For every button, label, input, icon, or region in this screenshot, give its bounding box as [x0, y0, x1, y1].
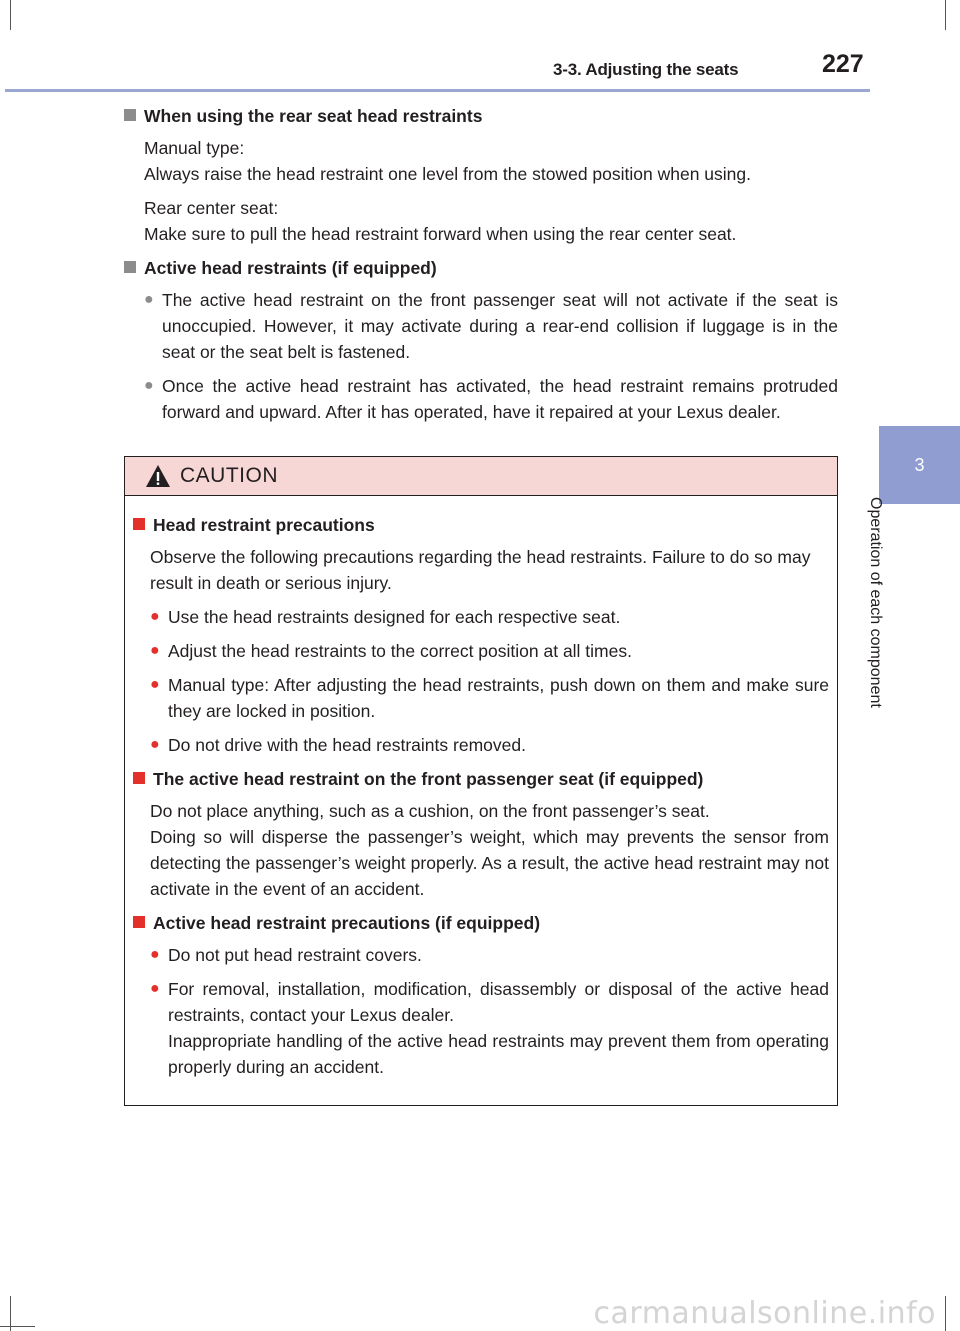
paragraph-line: Make sure to pull the head restraint forward when using the rear center seat. [144, 224, 737, 244]
list-item-text: Do not put head restraint covers. [168, 945, 422, 965]
list-item [150, 638, 829, 664]
header-rule [5, 89, 870, 92]
heading-text: Active head restraint precautions (if equipped) [153, 913, 541, 933]
paragraph-line: Always raise the head restraint one level from the stowed position when using. [144, 164, 751, 184]
list-item-text: Once the active head restraint has activated, the head restraint remains protruded forward and upward. After it has operated, have it repaired at your Lexus dealer. [162, 376, 838, 422]
list-item [144, 287, 838, 365]
circle-bullet-icon: ● [150, 676, 160, 693]
heading-text: Head restraint precautions [153, 515, 375, 535]
paragraph [144, 195, 838, 247]
list-item [150, 672, 829, 724]
list-item [150, 604, 829, 630]
list-item-line: Inappropriate handling of the active head restraints may prevent them from operating properly during an accident. [168, 1031, 829, 1077]
section-heading [124, 255, 838, 281]
crop-mark [10, 0, 11, 30]
section-title: 3-3. Adjusting the seats [553, 60, 739, 79]
caution-body [125, 496, 837, 1080]
list-item [150, 942, 829, 968]
caution-title: CAUTION [180, 464, 278, 487]
paragraph-line: Doing so will disperse the passenger’s weight, which may prevents the sensor from detecting the passenger’s weight properly. As a result, the active head restraint may not activate in the event of an accident. [150, 827, 829, 899]
paragraph [144, 135, 838, 187]
paragraph-line: Manual type: [144, 138, 245, 158]
crop-mark [945, 1296, 946, 1331]
circle-bullet-icon: ● [150, 946, 160, 963]
crop-mark [0, 1326, 35, 1327]
list-item-text: The active head restraint on the front passenger seat will not activate if the seat is unoccupied. However, it may activate during a rear-end collision if luggage is in the seat or the seat belt is fastened. [162, 290, 838, 362]
caution-heading [133, 766, 829, 792]
caution-header [125, 457, 837, 496]
chapter-number: 3 [914, 454, 925, 475]
list-item-text: Do not drive with the head restraints removed. [168, 735, 526, 755]
caution-heading [133, 910, 829, 936]
circle-bullet-icon: ● [150, 642, 160, 659]
list-item [150, 976, 829, 1080]
list-item-text: Adjust the head restraints to the correct position at all times. [168, 641, 632, 661]
chapter-label: Operation of each component [867, 497, 884, 708]
main-content [124, 103, 838, 433]
chapter-tab [879, 426, 960, 504]
circle-bullet-icon: ● [150, 608, 160, 625]
circle-bullet-icon: ● [150, 980, 160, 997]
caution-heading [133, 512, 829, 538]
heading-text: Active head restraints (if equipped) [144, 258, 437, 278]
list-item [150, 732, 829, 758]
page-number: 227 [822, 50, 864, 78]
circle-bullet-icon: ● [144, 291, 154, 308]
square-bullet-icon [124, 109, 136, 121]
list-item-line: For removal, installation, modification, disassembly or disposal of the active head restraints, contact your Lexus dealer. [168, 979, 829, 1025]
crop-mark [945, 0, 946, 30]
paragraph: Observe the following precautions regarding the head restraints. Failure to do so may result in death or serious injury. [150, 547, 811, 593]
heading-text: When using the rear seat head restraints [144, 106, 483, 126]
paragraph-line: Do not place anything, such as a cushion, on the front passenger’s seat. [150, 801, 710, 821]
circle-bullet-icon: ● [150, 736, 160, 753]
square-bullet-icon [133, 916, 145, 928]
list-item-text: Use the head restraints designed for each respective seat. [168, 607, 621, 627]
list-item-text: Manual type: After adjusting the head restraints, push down on them and make sure they are locked in position. [168, 675, 829, 721]
paragraph-line: Rear center seat: [144, 198, 279, 218]
watermark: carmanualsonline.info [593, 1296, 936, 1331]
square-bullet-icon [124, 261, 136, 273]
square-bullet-icon [133, 518, 145, 530]
paragraph [150, 798, 829, 902]
square-bullet-icon [133, 772, 145, 784]
warning-icon [145, 464, 171, 488]
section-heading [124, 103, 838, 129]
circle-bullet-icon: ● [144, 377, 154, 394]
caution-box [124, 456, 838, 1106]
crop-mark [10, 1296, 11, 1331]
list-item-text [168, 976, 829, 1080]
list-item [144, 373, 838, 425]
heading-text: The active head restraint on the front passenger seat (if equipped) [153, 769, 704, 789]
